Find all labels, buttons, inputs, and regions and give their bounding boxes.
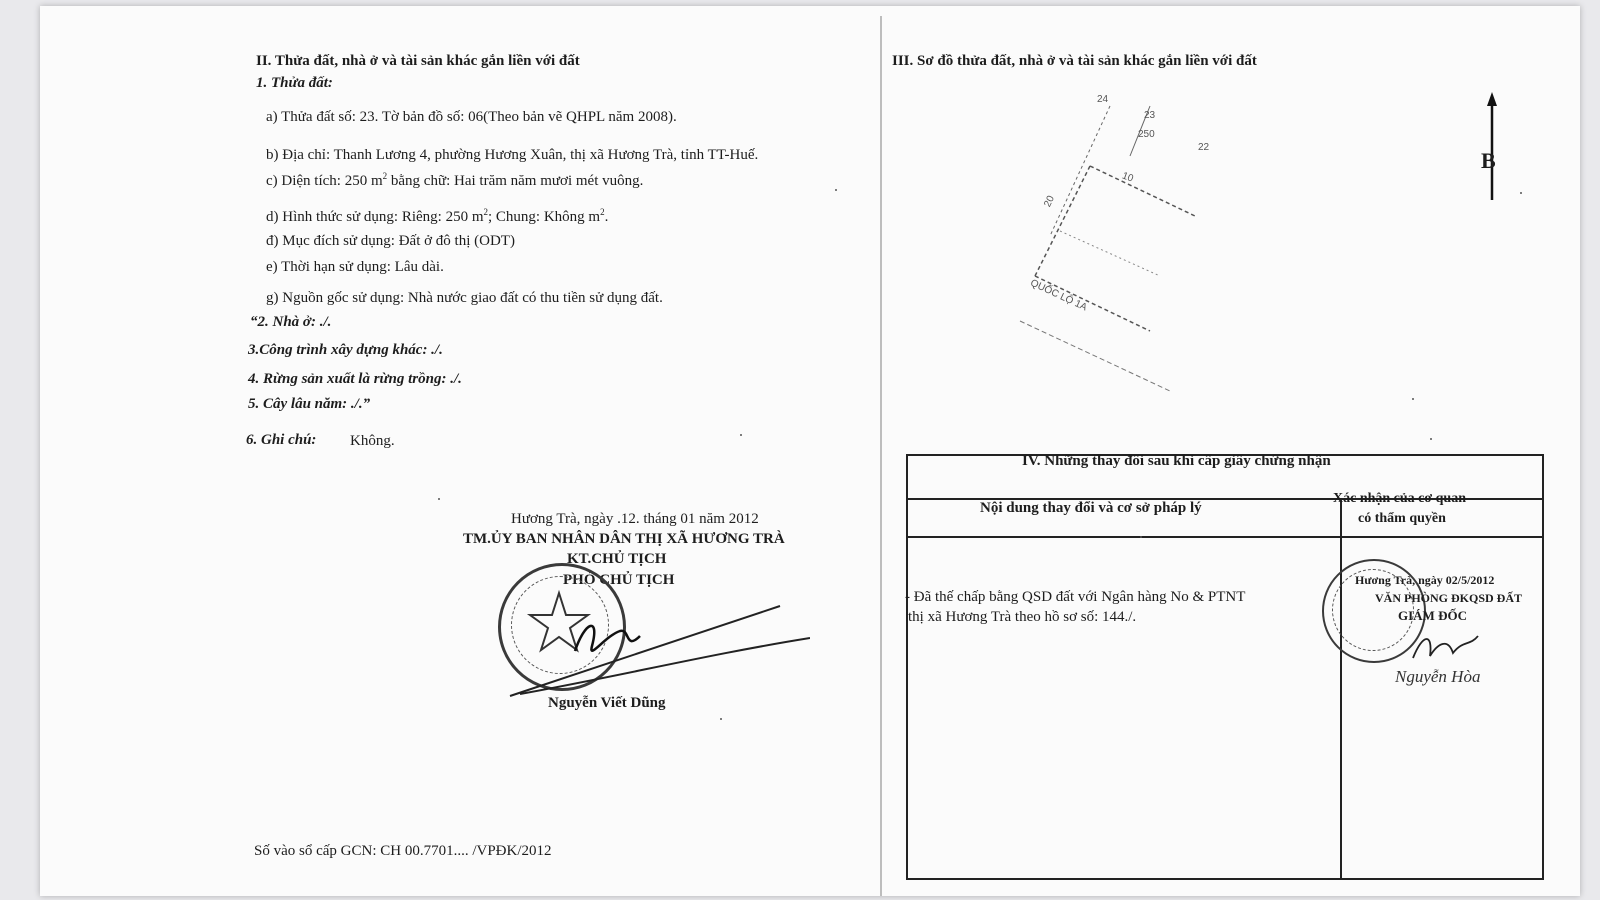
item1-title: 1. Thửa đất: [256,75,333,91]
confirm-signer-name: Nguyễn Hòa [1395,667,1481,686]
map-label-road: QUỐC LỘ 1A [1028,277,1089,314]
item5: 5. Cây lâu năm: ./.” [248,396,371,412]
section4-title: IV. Những thay đổi sau khi cấp giấy chứng nhận [1022,453,1331,469]
scan-speck [1140,536,1142,538]
map-label-left-neighbor: 24 [1097,94,1109,105]
item1-b: b) Địa chỉ: Thanh Lương 4, phường Hương Xuân, thị xã Hương Trà, tỉnh TT-Huế. [266,147,759,163]
registry-number: Số vào sổ cấp GCN: CH 00.7701.... /VPĐK/2012 [254,843,552,859]
scan-speck [740,434,742,436]
table-header-divider [908,536,1542,538]
item2: “2. Nhà ở: ./. [250,314,332,330]
map-label-side-b: 20 [1042,194,1057,209]
north-label: B [1481,148,1496,173]
scan-speck [835,189,837,191]
change-content-line1: - Đã thế chấp bằng QSD đất với Ngân hàng No & PTNT [905,589,1246,605]
item1-e: e) Thời hạn sử dụng: Lâu dài. [266,259,444,275]
scan-speck [720,718,722,720]
confirm-date: Hương Trà, ngày 02/5/2012 [1355,573,1495,587]
role-line-1: KT.CHỦ TỊCH [567,551,667,567]
scan-speck [438,498,440,500]
map-label-side-a: 10 [1120,170,1135,185]
item1-d: d) Hình thức sử dụng: Riêng: 250 $m^2$; Chung: Không $m^2$. [266,207,609,225]
certificate-page [40,6,1580,896]
map-label-right-neighbor: 22 [1198,142,1210,153]
section3-title: III. Sơ đồ thửa đất, nhà ở và tài sản khác gắn liền với đất [892,53,1257,69]
confirm-role: GIÁM ĐỐC [1398,608,1467,623]
item4: 4. Rừng sản xuất là rừng trồng: ./. [248,371,462,387]
scan-speck [1412,398,1414,400]
issuing-org: TM.ỦY BAN NHÂN DÂN THỊ XÃ HƯƠNG TRÀ [463,531,785,547]
col2-header-line2: có thẩm quyền [1358,511,1446,526]
page-fold [880,16,882,896]
col2-header-line1: Xác nhận của cơ quan [1333,491,1467,506]
north-arrow-icon [1482,92,1502,202]
col1-header: Nội dung thay đổi và cơ sở pháp lý [980,500,1202,516]
signature-left [480,576,810,706]
signature-right [1408,628,1488,668]
scan-speck [1430,438,1432,440]
map-label-area: 250 [1138,129,1155,140]
scan-speck [1520,192,1522,194]
item1-dd: đ) Mục đích sử dụng: Đất ở đô thị (ODT) [266,233,515,249]
item1-a: a) Thửa đất số: 23. Tờ bản đồ số: 06(Theo bản vẽ QHPL năm 2008). [266,109,677,125]
signer-name: Nguyễn Viết Dũng [548,695,666,711]
item1-c: c) Diện tích: 250 $m^2$ bằng chữ: Hai trăm năm mươi mét vuông. [266,171,644,189]
map-label-parcel: 23 [1144,110,1156,121]
confirm-office: VĂN PHÒNG ĐKQSD ĐẤT [1375,591,1523,605]
item1-g: g) Nguồn gốc sử dụng: Nhà nước giao đất có thu tiền sử dụng đất. [266,290,663,306]
change-content-line2: thị xã Hương Trà theo hồ sơ số: 144./. [908,609,1137,625]
section2-title: II. Thửa đất, nhà ở và tài sản khác gắn liền với đất [256,53,580,69]
table-column-divider [1340,500,1342,878]
item3: 3.Công trình xây dựng khác: ./. [248,342,443,358]
item6-value: Không. [350,433,395,449]
place-date: Hương Trà, ngày .12. tháng 01 năm 2012 [511,511,759,527]
role-line-2: PHÓ CHỦ TỊCH [563,572,675,588]
item6-label: 6. Ghi chú: [246,432,317,448]
